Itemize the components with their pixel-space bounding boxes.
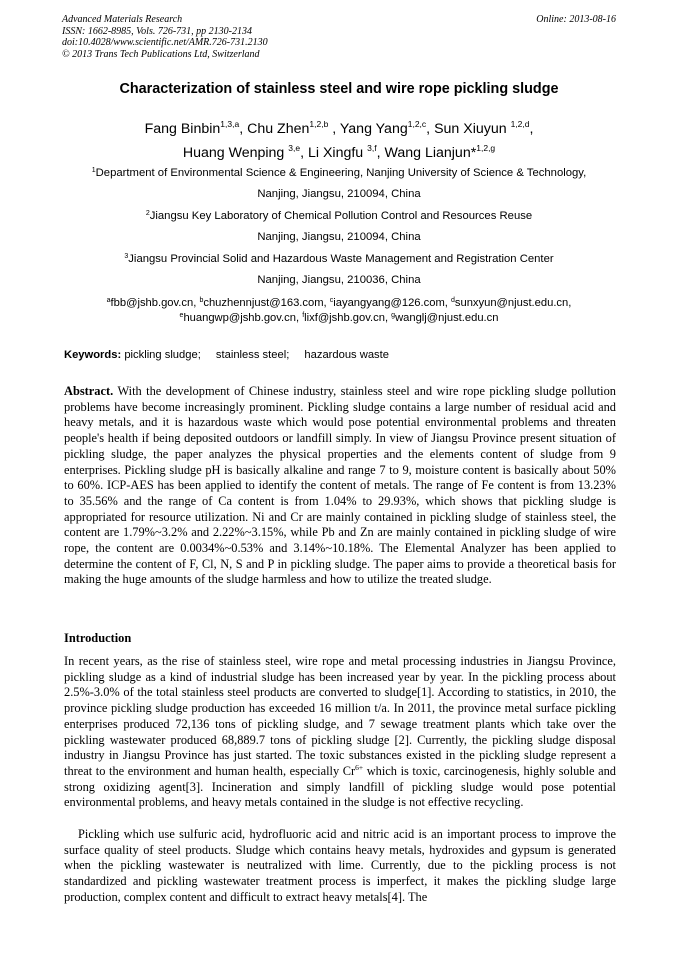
page-header	[62, 14, 616, 60]
abstract	[64, 384, 616, 588]
keyword: stainless steel;	[215, 349, 290, 361]
author: Yang Yang$^{1,2,c}$	[339, 119, 427, 137]
online-date: Online: 2013-08-16	[536, 14, 616, 25]
email-link[interactable]: $^e$huangwp@jshb.gov.cn	[179, 312, 296, 324]
keywords-line	[64, 349, 401, 361]
author-line-2: Huang Wenping $^{3,e}$, Li Xingfu $^{3,f}$, Wang Lianjun*$^{1,2,g}$	[182, 143, 496, 161]
author-list	[40, 117, 638, 165]
email-list	[40, 296, 638, 326]
affiliation-2: $^2$Jiangsu Key Laboratory of Chemical Pollution Control and Resources Reuse Nanjing, Jiangsu, 210094, China	[145, 210, 533, 243]
email-line-1: $^a$fbb@jshb.gov.cn, $^b$chuzhennjust@163.com, $^c$iayangyang@126.com, $^d$sunxyun@njust.edu.cn,	[106, 297, 572, 309]
section-heading-introduction: Introduction	[64, 631, 132, 645]
keywords-label: Keywords:	[64, 349, 122, 361]
email-link[interactable]: $^f$lixf@jshb.gov.cn	[302, 312, 385, 324]
author: Wang Lianjun*$^{1,2,g}$	[384, 143, 496, 161]
affiliation-1: $^1$Department of Environmental Science & Engineering, Nanjing University of Science & Technology, Nanjing, Jiangsu, 210094, China	[91, 167, 587, 200]
email-link[interactable]: $^c$iayangyang@126.com	[329, 297, 445, 309]
keyword: hazardous waste	[304, 349, 389, 361]
author-line-1: Fang Binbin$^{1,3,a}$, Chu Zhen$^{1,2,b}$ , Yang Yang$^{1,2,c}$, Sun Xiuyun $^{1,2,d}$,	[144, 119, 534, 137]
author: Fang Binbin$^{1,3,a}$	[144, 119, 240, 137]
affiliation-3: $^3$Jiangsu Provincial Solid and Hazardous Waste Management and Registration Center Nanjing, Jiangsu, 210036, China	[124, 253, 554, 286]
email-link[interactable]: $^d$sunxyun@njust.edu.cn	[450, 297, 569, 309]
author: Huang Wenping $^{3,e}$	[182, 143, 301, 161]
email-link[interactable]: $^b$chuzhennjust@163.com	[199, 297, 324, 309]
author: Li Xingfu $^{3,f}$	[307, 143, 377, 161]
keyword: pickling sludge;	[124, 349, 201, 361]
email-link[interactable]: $^a$fbb@jshb.gov.cn	[106, 297, 194, 309]
author: Sun Xiuyun $^{1,2,d}$	[434, 119, 530, 137]
intro-paragraph-2: Pickling which use sulfuric acid, hydrofluoric acid and nitric acid is an important process to improve the surface quality of steel products. Sludge which contains heavy metals, hydroxides and gypsum is generated when the pickling wastewater is neutralized with lime. Currently, due to the pickling process is not standardized and pickling wastewater treatment process is imperfect, it makes the pickling sludge large production, complex content and difficult to extract heavy metals[4]. The	[64, 827, 616, 904]
paper-title: Characterization of stainless steel and wire rope pickling sludge	[119, 81, 559, 97]
abstract-label: Abstract.	[64, 384, 114, 398]
email-line-2: $^e$huangwp@jshb.gov.cn, $^f$lixf@jshb.gov.cn, $^g$wanglj@njust.edu.cn	[179, 312, 499, 324]
journal-name: Advanced Materials Research	[62, 14, 183, 25]
doi-line: doi:10.4028/www.scientific.net/AMR.726-731.2130	[62, 37, 268, 48]
issn-line: ISSN: 1662-8985, Vols. 726-731, pp 2130-2134	[62, 25, 252, 37]
intro-paragraph-1: In recent years, as the rise of stainless steel, wire rope and metal processing industries in Jiangsu Province, pickling sludge as a kind of industrial sludge has been increased year by year. In the pickling process about 2.5%-3.0% of the total stainless steel products are converted to sludge[1]. According to statistics, in 2010, the province pickling sludge production has exceeded 16 million t/a. In 2011, the province metal surface pickling enterprises produced 72,136 tons of pickling sludge, and 7 sewage treatment plants which take over the pickling wastewater produced 68,889.7 tons of pickling sludge [2]. Currently, the pickling sludge disposal industry in Jiangsu Province has just started. The toxic substances existed in the pickling sludge represent a threat to the environment and human health, especially $Cr^{6+}$ which is toxic, carcinogenesis, highly soluble and strong oxidizing agent[3]. Incineration and simply landfill of pickling sludge would pose potential environmental problems, and heavy metals contained in the sludge is not effective recycling.	[64, 654, 616, 810]
author: Chu Zhen$^{1,2,b}$	[247, 119, 329, 137]
copyright-line: © 2013 Trans Tech Publications Ltd, Switzerland	[62, 48, 260, 60]
email-link[interactable]: $^g$wanglj@njust.edu.cn	[391, 312, 499, 324]
abstract-text: With the development of Chinese industry, stainless steel and wire rope pickling sludge pollution problems have become increasingly prominent. Pickling sludge contains a large number of residual acid and heavy metals, and it is hazardous waste which would pose potential environmental problems and threaten people's health if being deposited outdoors or landfill simply. In view of Jiangsu Province present situation of pickling sludge, the paper analyzes the physical properties and the elements content of sludge from 9 enterprises. Pickling sludge pH is basically alkaline and range 7 to 9, moisture content is basically about 50% to 60%. ICP-AES has been applied to identify the content of metals. The range of Fe content is from 13.23% to 35.56% and the range of Ca content is from 1.04% to 29.93%, which shows that pickling sludge is appropriated for resource utilization. Ni and Cr are mainly contained in pickling sludge of stainless steel, the content are 1.79%~3.2% and 2.22%~3.15%, while Pb and Zn are mainly contained in pickling sludge of wire rope, the content are 0.0034%~0.53% and 3.14%~10.18%. The Elemental Analyzer has been applied to determine the content of F, Cl, N, S and P in pickling sludge. The paper aims to provide a theoretical basis for making the huge amounts of the sludge harmless and how to utilize the treated sludge.	[64, 384, 617, 587]
